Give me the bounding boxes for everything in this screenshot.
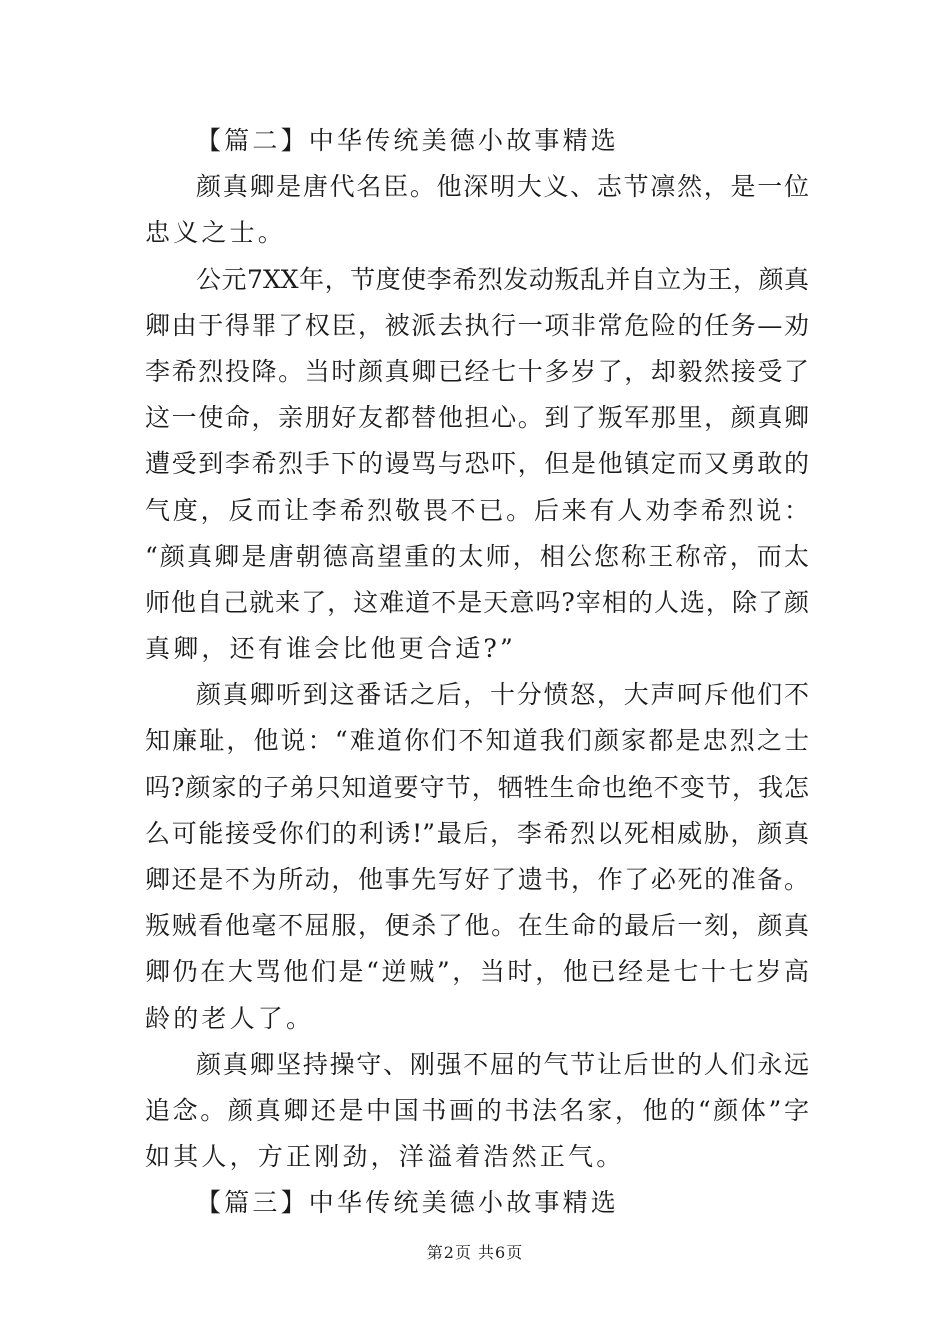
section-heading: 【篇三】中华传统美德小故事精选 [196,1188,620,1218]
paragraph-line: 如其人，方正刚劲，洋溢着浩然正气。 [145,1142,625,1172]
paragraph-line: 颜真卿是唐代名臣。他深明大义、志节凛然，是一位 [196,172,809,202]
paragraph-line: 师他自己就来了，这难道不是天意吗?宰相的人选，除了颜 [145,587,809,617]
paragraph-line: “颜真卿是唐朝德高望重的太师，相公您称王称帝，而太 [145,541,809,571]
paragraph-line: 颜真卿听到这番话之后，十分愤怒，大声呵斥他们不 [196,680,809,710]
paragraph-line: 真卿，还有谁会比他更合适?” [145,634,516,664]
paragraph-line: 龄的老人了。 [145,1003,315,1033]
paragraph-line: 公元7XX年，节度使李希烈发动叛乱并自立为王，颜真 [196,264,809,294]
paragraph-line: 气度，反而让李希烈敬畏不已。后来有人劝李希烈说： [145,495,809,525]
paragraph-line: 李希烈投降。当时颜真卿已经七十多岁了，却毅然接受了 [145,356,809,386]
document-body [145,118,809,1227]
paragraph-line: 颜真卿坚持操守、刚强不屈的气节让后世的人们永远 [196,1049,809,1079]
paragraph-line: 遭受到李希烈手下的谩骂与恐吓，但是他镇定而又勇敢的 [145,449,809,479]
page-number-footer: 第2页 共6页 [426,1243,524,1262]
paragraph-line: 知廉耻，他说：“难道你们不知道我们颜家都是忠烈之士 [145,726,809,756]
paragraph-line: 忠义之士。 [145,218,287,248]
paragraph-line: 叛贼看他毫不屈服，便杀了他。在生命的最后一刻，颜真 [145,911,809,941]
paragraph-line: 追念。颜真卿还是中国书画的书法名家，他的“颜体”字 [145,1095,809,1125]
paragraph-line: 卿还是不为所动，他事先写好了遗书，作了必死的准备。 [145,865,809,894]
paragraph-line: 么可能接受你们的利诱!”最后，李希烈以死相威胁，颜真 [145,818,809,848]
paragraph-line: 卿由于得罪了权臣，被派去执行一项非常危险的任务—劝 [145,310,809,340]
paragraph-line: 这一使命，亲朋好友都替他担心。到了叛军那里，颜真卿 [145,403,809,433]
paragraph-line: 卿仍在大骂他们是“逆贼”，当时，他已经是七十七岁高 [145,957,809,987]
section-heading: 【篇二】中华传统美德小故事精选 [196,126,620,155]
paragraph-line: 吗?颜家的子弟只知道要守节，牺牲生命也绝不变节，我怎 [145,772,809,802]
